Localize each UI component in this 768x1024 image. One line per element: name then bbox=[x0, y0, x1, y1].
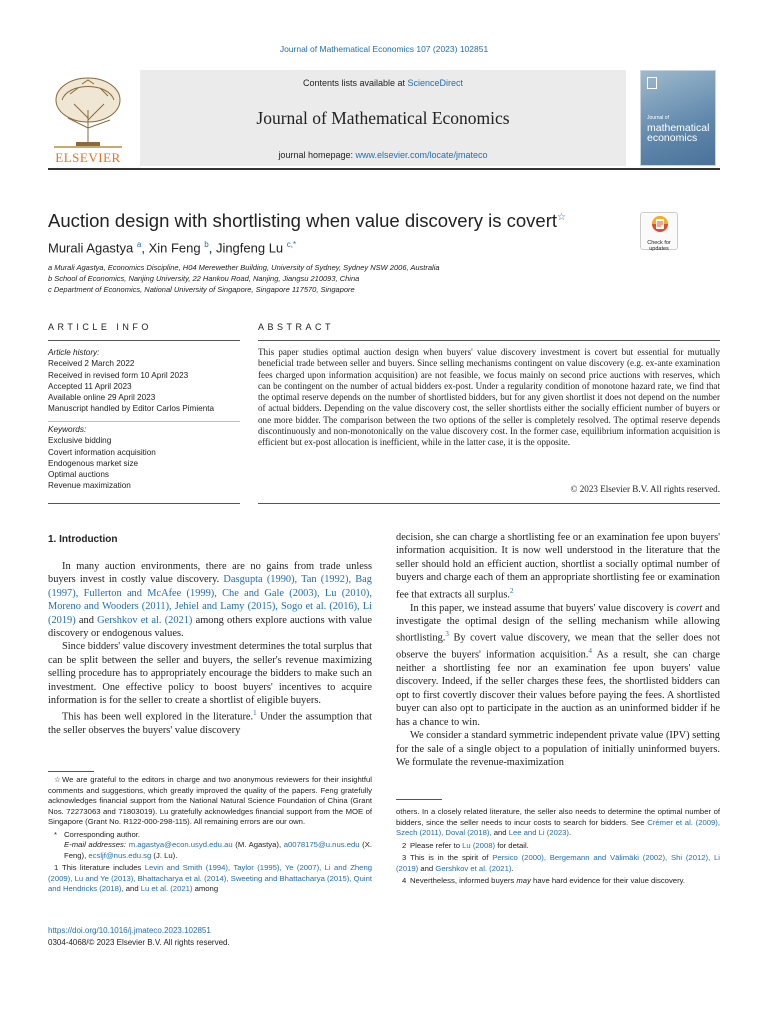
check-badge-line1: Check for bbox=[647, 240, 671, 246]
affiliation-a: a Murali Agastya, Economics Discipline, H04 Merewether Building, University of Sydney, Sydney NSW 2006, Australia bbox=[48, 263, 440, 272]
footnote-emails: E-mail addresses: m.agastya@econ.usyd.edu.au (M. Agastya), a0078175@u.nus.edu (X. Feng), ecsljf@nus.edu.sg (J. Lu). bbox=[64, 840, 372, 860]
footnote-1: 1 This literature includes Levin and Smith (1994), Taylor (1995), Ye (2007), Li and Zheng (2009), Lu and Ye (2013), Bhattacharya et al. (2014), Sweeting and Bhattacharya (2015), Quint and Hendricks (2018), and Lu et al. (2021) among bbox=[48, 863, 373, 893]
paragraph: We consider a standard symmetric independent private value (IPV) setting for the sale of a single object to a population of initially uninformed buyers. We formulate the revenue-maximization bbox=[396, 730, 720, 768]
citation-links[interactable]: Crémer et al. (2009), Szech (2011), Doval (2018), bbox=[396, 817, 720, 837]
abstract-copyright: © 2023 Elsevier B.V. All rights reserved. bbox=[570, 484, 720, 494]
paragraph: This has been well explored in the literature.$^1$ Under the assumption that the seller observes the buyers' value discovery bbox=[48, 709, 372, 737]
affiliation-b: b School of Economics, Nanjing University, 22 Hankou Road, Nanjing, Jiangsu 210093, China bbox=[48, 274, 360, 283]
keyword-item: Endogenous market size bbox=[48, 458, 139, 468]
paper-title: Auction design with shortlisting when value discovery is covert☆ bbox=[48, 210, 566, 231]
footnote-ref[interactable]: 3 bbox=[445, 630, 449, 639]
check-badge-line2: updates bbox=[649, 246, 669, 252]
keyword-item: Optimal auctions bbox=[48, 470, 109, 480]
citation-links[interactable]: Persico (2000), Bergemann and Välimäki (2002), Shi (2012), Li (2019) bbox=[396, 853, 720, 873]
citation-links[interactable]: Levin and Smith (1994), Taylor (1995), Ye (2007), Li and Zheng (2009), Lu and Ye (2013), Bhattacharya et al. (2014), Sweeting and Bhattacharya (2015), Quint and Hendricks (2018), bbox=[48, 863, 373, 893]
author-list: Murali Agastya $^a$, Xin Feng $^b$, Jingfeng Lu $^{c,*}$ bbox=[48, 240, 297, 256]
article-history bbox=[48, 347, 243, 415]
affiliation-mark[interactable]: c,* bbox=[286, 240, 297, 249]
info-divider bbox=[48, 340, 240, 341]
history-item: Received 2 March 2022 bbox=[48, 359, 135, 369]
article-info-heading: ARTICLE INFO bbox=[48, 322, 152, 332]
footnote-2: 2 Please refer to Lu (2008) for detail. bbox=[402, 840, 529, 850]
footnote-ref[interactable]: 4 bbox=[588, 647, 592, 656]
cover-title-line1: mathematical bbox=[647, 122, 710, 134]
sciencedirect-link[interactable]: ScienceDirect bbox=[407, 78, 464, 88]
journal-masthead bbox=[48, 70, 724, 168]
footnote-divider-left bbox=[48, 771, 94, 772]
history-item: Manuscript handled by Editor Carlos Pimienta bbox=[48, 404, 215, 414]
journal-citation[interactable]: Journal of Mathematical Economics 107 (2023) 102851 bbox=[279, 44, 489, 54]
cover-title-line2: economics bbox=[647, 132, 698, 144]
journal-header-band bbox=[140, 70, 626, 166]
section-heading-introduction: 1. Introduction bbox=[48, 534, 118, 545]
history-item: Accepted 11 April 2023 bbox=[48, 381, 132, 391]
keyword-item: Revenue maximization bbox=[48, 481, 131, 491]
footnotes-left bbox=[48, 775, 372, 897]
journal-cover[interactable] bbox=[640, 70, 716, 166]
elsevier-tree-logo-icon bbox=[48, 70, 128, 152]
keyword-item: Covert information acquisition bbox=[48, 447, 156, 457]
footnote-acknowledgement: ☆We are grateful to the editors in charge and two anonymous reviewers for their insightful comments and suggestions, which greatly improved the quality of the papers. Feng gratefully acknowledges financial support from the National Natural Science Foundation of China (Grant Nos. 72273063 and 71803019). Lu gratefully acknowledges financial support from the MOE of Singapore (Grant No. R122-000-298-115). All remaining errors are our own. bbox=[48, 775, 372, 826]
doi-link[interactable]: https://doi.org/10.1016/j.jmateco.2023.102851 bbox=[48, 926, 211, 935]
cover-small-text: Journal of bbox=[647, 115, 669, 121]
email-link[interactable]: ecsljf@nus.edu.sg bbox=[88, 850, 152, 860]
footnote-corresponding: * Corresponding author. bbox=[54, 829, 141, 839]
abstract-bottom-divider bbox=[258, 503, 720, 504]
citation-link[interactable]: Lu (2008) bbox=[462, 840, 496, 850]
footnote-3: 3 This is in the spirit of Persico (2000), Bergemann and Välimäki (2002), Shi (2012), Li (2019) and Gershkov et al. (2021). bbox=[396, 853, 720, 873]
contents-line: Contents lists available at ScienceDirect bbox=[302, 78, 464, 88]
check-for-updates-icon bbox=[641, 213, 679, 235]
affiliation-mark[interactable]: b bbox=[204, 240, 209, 249]
body-column-left bbox=[48, 560, 372, 738]
footnote-ref[interactable]: 2 bbox=[509, 586, 514, 595]
citation-link[interactable]: Gershkov et al. (2021) bbox=[97, 614, 193, 626]
author-name: Murali Agastya bbox=[48, 240, 134, 256]
issn-copyright: 0304-4068/© 2023 Elsevier B.V. All rights reserved. bbox=[48, 938, 230, 947]
history-item: Received in revised form 10 April 2023 bbox=[48, 370, 189, 380]
homepage-line: journal homepage: www.elsevier.com/locate/jmateco bbox=[278, 150, 488, 160]
history-item: Available online 29 April 2023 bbox=[48, 393, 156, 403]
paragraph: In this paper, we instead assume that buyers' value discovery is covert and investigate the optimal design of the selling mechanism while allowing shortlisting.$^3$ By covert value discovery, we mean that the seller does not observe the buyers' information acquisition.$^4$ As a result, she can charge neither a shortlisting fee nor an examination fee upon buyers' value discovery. Indeed, if the seller charges these fees, the shortlisted bidders can opt to first covertly discover their values before paying the fees. A shortlisted buyer can also opt to participate in the auction as an uninformed bidder if he has a chance to win. bbox=[396, 602, 720, 728]
footnote-ref[interactable]: 1 bbox=[253, 709, 257, 718]
paragraph: In many auction environments, there are no gains from trade unless buyers invest in costly value discovery. Dasgupta (1990), Tan (1992), Bag (1997), Fullerton and McAfee (1999), Che and Gale (2003), Lu (2010), Moreno and Wooders (2011), Jehiel and Lamy (2015), Sogo et al. (2016), Li (2019) and Gershkov et al. (2021) among others explore auctions with value discovery or endogenous values. bbox=[48, 561, 372, 640]
check-for-updates-badge[interactable] bbox=[640, 212, 678, 250]
citation-links[interactable]: Dasgupta (1990), Tan (1992), Bag (1997), Fullerton and McAfee (1999), Che and Gale (2003), Lu (2010), Moreno and Wooders (2011), Jehiel and Lamy (2015), Sogo et al. (2016), Li (2019) bbox=[48, 574, 372, 626]
publisher-name: ELSEVIER bbox=[55, 150, 121, 165]
history-label: Article history: bbox=[48, 348, 100, 357]
paragraph: Since bidders' value discovery investment determines the total surplus that can be split between the seller and buyers, the seller's revenue maximizing selling procedure has to appropriately encourage the bidders to make such an investment. One effective policy to boost buyers' incentives to acquire information is for the seller to create a shortlist of eligible buyers. bbox=[48, 641, 372, 707]
journal-title: Journal of Mathematical Economics bbox=[256, 108, 510, 128]
affiliation-c: c Department of Economics, National University of Singapore, Singapore 117570, Singapore bbox=[48, 285, 355, 294]
footnotes-right bbox=[396, 807, 720, 889]
footnote-1-continued: others. In a closely related literature, the seller also needs to determine the optimal number of bidders, since the seller needs to incur costs to search for bidders. See Crémer et al. (2009), Szech (2011), Doval (2018), and Lee and Li (2023). bbox=[396, 807, 720, 837]
footnote-divider-right bbox=[396, 799, 442, 800]
abstract-text: This paper studies optimal auction design when buyers' value discovery investment is covert but essential for mutually beneficial trade between seller and buyers. Since selling mechanisms contingent on value discovery (e.g. ex-ante examination fees charged upon information acquisition) are not feasible, we focus mainly on second price auctions with reserves, which can be contingent on the number of actual bidders ex-post. Under a regularity condition of monotone hazard rate, we find that the optimal reserve depends on the number of shortlisted bidders, but for any given shortlist it does not depend on the number of actual bidders. Depending on the value discovery cost, the seller shortlists either the socially efficient number of buyers or one more bidder. The comparison between the two options of the seller is completely resolved. The optimal reserve depends discontinuously and non-monotonically on the value discovery cost. In the former case, equilibrium information acquisition is efficient but ex-post allocation is inefficient, while in the latter case, it is the opposite. bbox=[258, 347, 720, 448]
masthead-divider bbox=[48, 168, 720, 170]
abstract-heading: ABSTRACT bbox=[258, 322, 335, 332]
elsevier-logo[interactable] bbox=[48, 70, 128, 166]
paragraph: decision, she can charge a shortlisting fee or an examination fee upon buyers' information acquisition. It is now well understood in the literature that the seller should hold an efficient auction, shortlist a socially optimal number of buyers and charge each of them an appropriate shortlisting fee or examination fee that extracts all surplus.$^2$ bbox=[396, 532, 720, 601]
keywords bbox=[48, 424, 243, 492]
body-column-right bbox=[396, 531, 720, 769]
author-name: Jingfeng Lu bbox=[215, 240, 284, 256]
citation-link[interactable]: Lee and Li (2023) bbox=[508, 828, 569, 837]
title-footnote-mark[interactable]: ☆ bbox=[557, 211, 566, 223]
cover-emblem-icon bbox=[647, 77, 657, 89]
email-link[interactable]: m.agastya@econ.usyd.edu.au bbox=[128, 840, 233, 849]
email-link[interactable]: a0078175@u.nus.edu bbox=[283, 840, 360, 849]
keyword-item: Exclusive bidding bbox=[48, 436, 112, 446]
footnote-4: 4 Nevertheless, informed buyers may have hard evidence for their value discovery. bbox=[402, 876, 686, 885]
author-name: Xin Feng bbox=[148, 240, 201, 256]
info-bottom-divider bbox=[48, 503, 240, 504]
keywords-divider bbox=[48, 421, 240, 422]
citation-link[interactable]: Lu et al. (2021) bbox=[140, 884, 193, 893]
citation-link[interactable]: Gershkov et al. (2021) bbox=[435, 863, 512, 873]
keywords-label: Keywords: bbox=[48, 425, 87, 434]
affiliation-mark[interactable]: a bbox=[136, 240, 142, 249]
homepage-link[interactable]: www.elsevier.com/locate/jmateco bbox=[355, 150, 488, 160]
abstract-divider bbox=[258, 340, 720, 341]
